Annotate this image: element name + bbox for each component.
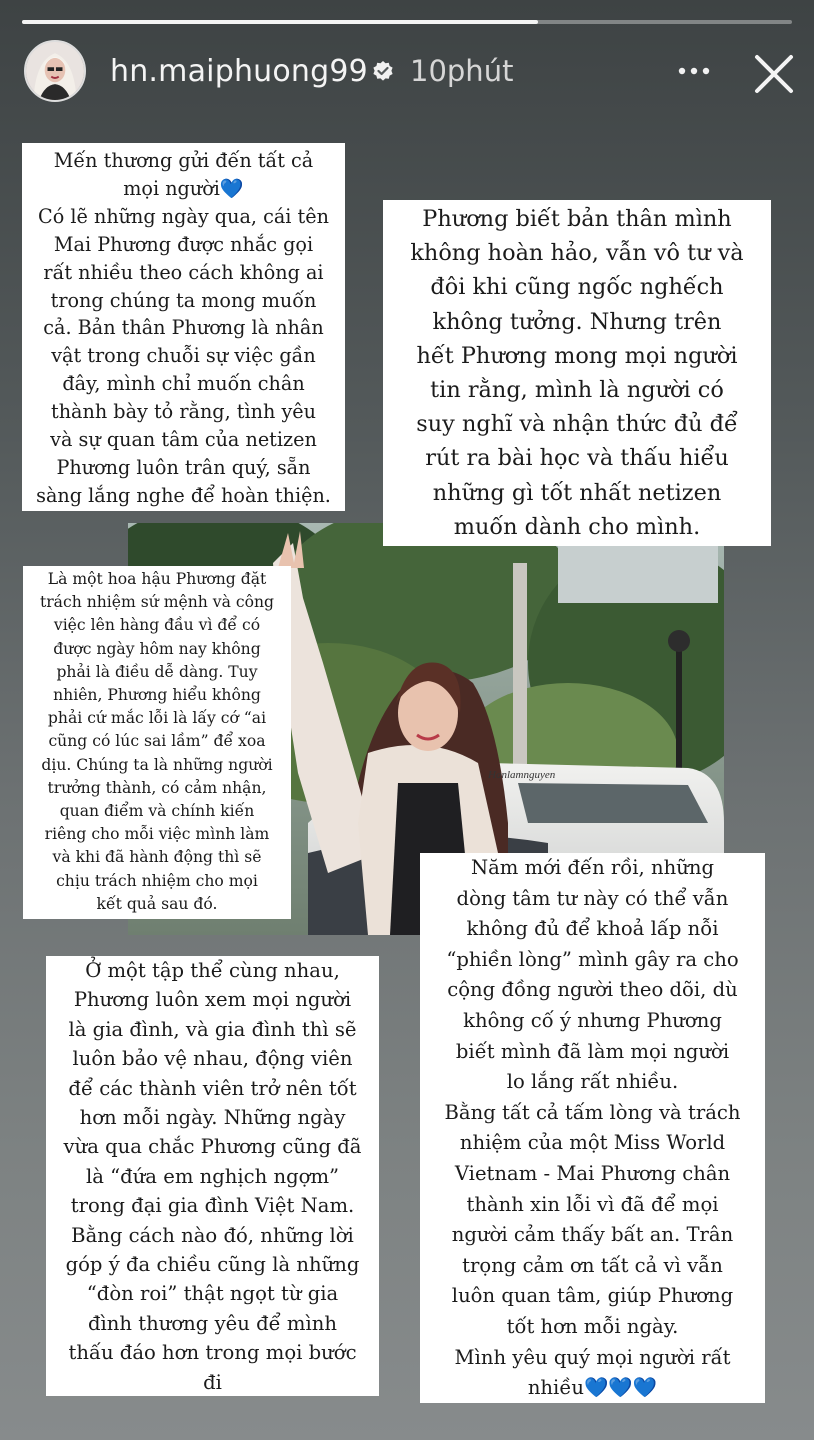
- text-box-family-content: Ở một tập thể cùng nhau, Phương luôn xem mọi người là gia đình, và gia đình thì sẽ luôn bảo vệ nhau, động viên để các thành viên trở nên tốt hơn mỗi ngày. Những ngày vừa qua chắc Phương cũng đã là “đứa em nghịch ngợm” trong đại gia đình Việt Nam. Bằng cách nào đó, những lời góp ý đa chiều cũng là những “đòn roi” thật ngọt từ gia đình thương yêu để mình thấu đáo hơn trong mọi bước đi: [63, 959, 362, 1394]
- text-box-new-year-apology-content: Năm mới đến rồi, những dòng tâm tư này có thể vẫn không đủ để khoả lấp nỗi “phiền lòng” mình gây ra cho cộng đồng người theo dõi, dù không cố ý nhưng Phương biết mình đã làm mọi người lo lắng rất nhiều. Bằng tất cả tấm lòng và trách nhiệm của một Miss World Vietnam - Mai Phương chân thành xin lỗi vì đã để mọi người cảm thấy bất an. Trân trọng cảm ơn tất cả vì vẫn luôn quan tâm, giúp Phương tốt hơn mỗi ngày. Mình yêu quý mọi người rất nhiều💙💙💙: [444, 856, 741, 1400]
- text-box-family: [46, 956, 379, 1396]
- verified-badge-icon: [372, 60, 394, 82]
- close-icon[interactable]: [752, 52, 796, 96]
- text-box-responsibility-content: Là một hoa hậu Phương đặt trách nhiệm sứ mệnh và công việc lên hàng đầu vì để có được ngày hôm nay không phải là điều dễ dàng. Tuy nhiên, Phương hiểu không phải cứ mắc lỗi là lấy cớ “ai cũng có lúc sai lầm” để xoa dịu. Chúng ta là những người trưởng thành, có cảm nhận, quan điểm và chính kiến riêng cho mỗi việc mình làm và khi đã hành động thì sẽ chịu trách nhiệm cho mọi kết quả sau đó.: [39, 570, 275, 913]
- text-box-greeting: [22, 143, 345, 511]
- username[interactable]: hn.maiphuong99: [110, 54, 368, 89]
- text-box-self-reflection-content: Phương biết bản thân mình không hoàn hảo, vẫn vô tư và đôi khi cũng ngốc nghếch không tưởng. Nhưng trên hết Phương mong mọi người tin rằng, mình là người có suy nghĩ và nhận thức đủ để rút ra bài học và thấu hiểu những gì tốt nhất netizen muốn dành cho mình.: [410, 206, 744, 540]
- story-header: [0, 38, 814, 110]
- photo-watermark: Hanlamnguyen: [488, 769, 556, 781]
- more-horizontal-icon[interactable]: [674, 58, 714, 84]
- story-progress-bar: [22, 20, 792, 24]
- story-progress-fill: [22, 20, 538, 24]
- text-box-new-year-apology: [420, 853, 765, 1403]
- text-box-self-reflection: [383, 200, 771, 546]
- avatar[interactable]: [24, 40, 86, 102]
- text-box-greeting-content: Mến thương gửi đến tất cả mọi người💙 Có lẽ những ngày qua, cái tên Mai Phương được nhắc gọi rất nhiều theo cách không ai trong chúng ta mong muốn cả. Bản thân Phương là nhân vật trong chuỗi sự việc gần đây, mình chỉ muốn chân thành bày tỏ rằng, tình yêu và sự quan tâm của netizen Phương luôn trân quý, sẵn sàng lắng nghe để hoàn thiện.: [36, 149, 331, 507]
- text-box-responsibility: [23, 566, 291, 919]
- post-time: 10phút: [410, 54, 514, 88]
